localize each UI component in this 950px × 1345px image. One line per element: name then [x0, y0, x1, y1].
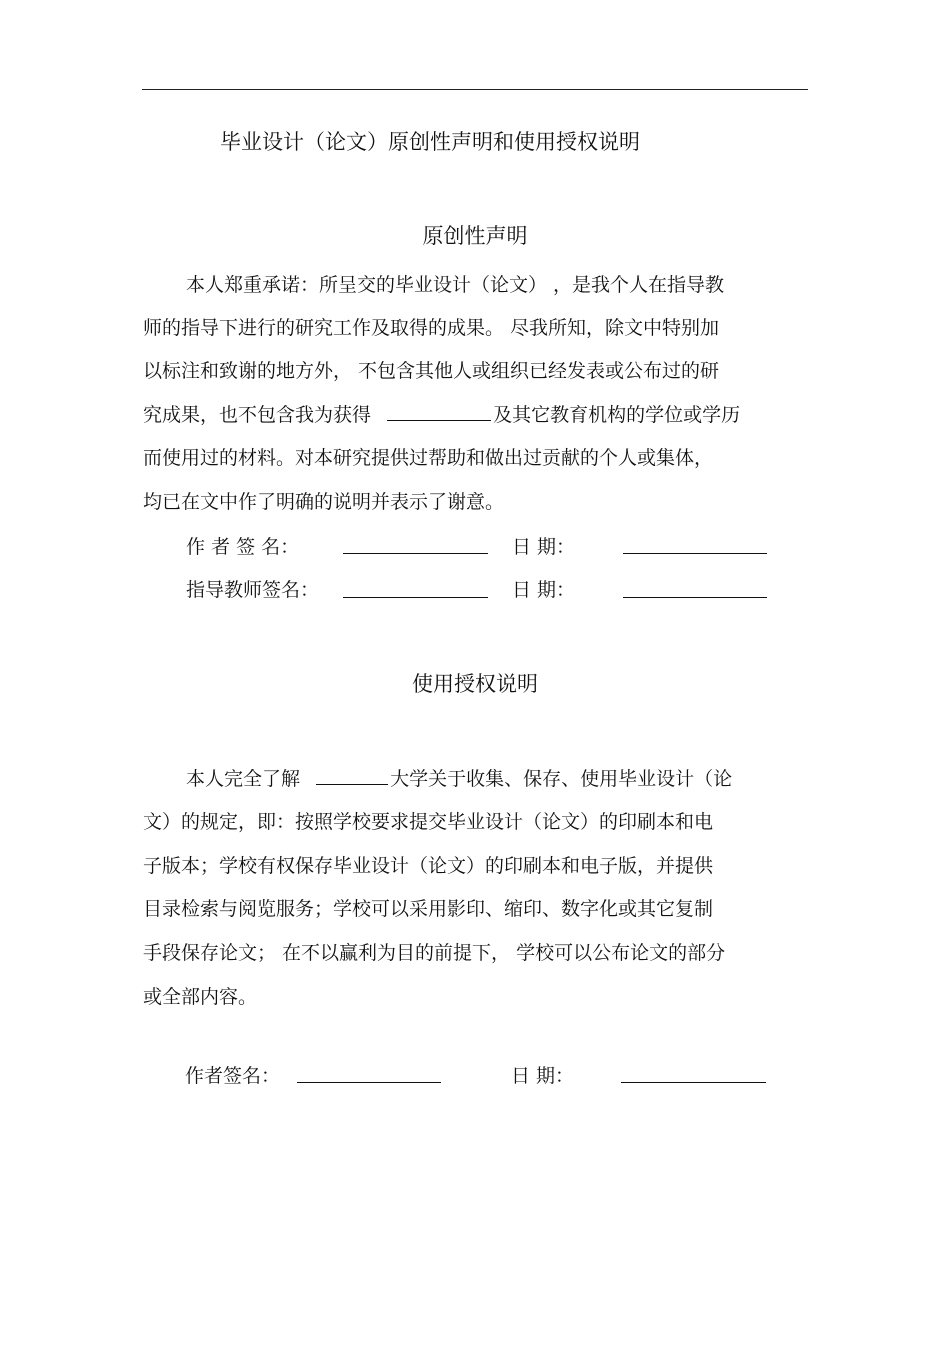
- originality-line-4-start: 究成果，也不包含我为获得: [143, 404, 372, 426]
- originality-line-5: 而使用过的材料。对本研究提供过帮助和做出过贡献的个人或集体，: [143, 447, 714, 469]
- auth-author-signature-line[interactable]: [297, 1082, 441, 1083]
- document-title: 毕业设计（论文）原创性声明和使用授权说明: [220, 130, 640, 154]
- authorization-line-5: 手段保存论文； 在不以赢利为目的前提下， 学校可以公布论文的部分: [143, 942, 726, 964]
- authorization-line-1-end: 大学关于收集、保存、使用毕业设计（论: [390, 768, 733, 790]
- supervisor-date-label: 日 期：: [512, 579, 576, 601]
- authorization-line-3: 子版本；学校有权保存毕业设计（论文）的印刷本和电子版，并提供: [143, 855, 714, 877]
- auth-date-line[interactable]: [621, 1082, 766, 1083]
- authorization-line-2: 文）的规定，即：按照学校要求提交毕业设计（论文）的印刷本和电: [143, 811, 714, 833]
- originality-line-6: 均已在文中作了明确的说明并表示了谢意。: [143, 491, 505, 513]
- originality-line-1: 本人郑重承诺：所呈交的毕业设计（论文） ，是我个人在指导教: [186, 274, 725, 296]
- university-blank[interactable]: [316, 767, 388, 785]
- author-date-line[interactable]: [623, 553, 767, 554]
- supervisor-signature-line[interactable]: [343, 597, 488, 598]
- authorization-line-4: 目录检索与阅览服务；学校可以采用影印、缩印、数字化或其它复制: [143, 898, 714, 920]
- auth-date-label: 日 期：: [511, 1065, 575, 1087]
- originality-line-4-end: 及其它教育机构的学位或学历: [493, 404, 741, 426]
- originality-line-4: [143, 400, 740, 427]
- authorization-line-6: 或全部内容。: [143, 986, 258, 1008]
- author-signature-line[interactable]: [343, 553, 488, 554]
- supervisor-signature-label: 指导教师签名：: [186, 579, 320, 601]
- authorization-line-1-start: 本人完全了解: [186, 768, 301, 790]
- author-date-label: 日 期：: [512, 536, 576, 558]
- author-signature-label: 作 者 签 名：: [186, 536, 300, 558]
- authorization-line-1: [186, 764, 732, 791]
- originality-line-2: 师的指导下进行的研究工作及取得的成果。 尽我所知，除文中特别加: [143, 317, 720, 339]
- auth-author-signature-label: 作者签名：: [185, 1065, 281, 1087]
- institution-blank[interactable]: [387, 403, 491, 421]
- originality-line-3: 以标注和致谢的地方外， 不包含其他人或组织已经发表或公布过的研: [143, 360, 720, 382]
- authorization-heading: 使用授权说明: [412, 672, 538, 696]
- supervisor-date-line[interactable]: [623, 597, 767, 598]
- originality-heading: 原创性声明: [422, 224, 528, 248]
- top-rule: [142, 89, 808, 90]
